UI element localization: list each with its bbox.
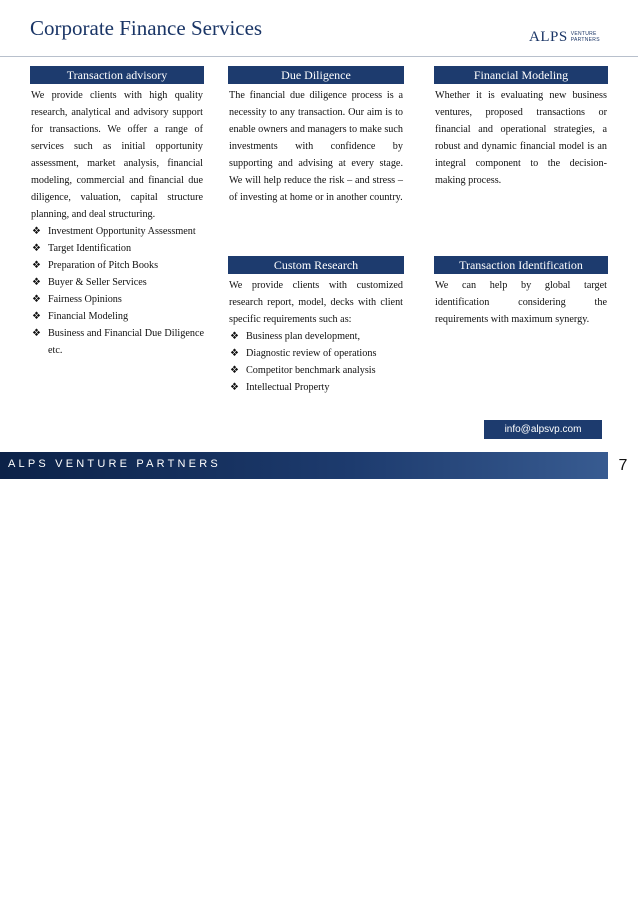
footer-company-name: ALPS VENTURE PARTNERS	[8, 458, 221, 470]
company-logo	[529, 26, 600, 48]
title-divider	[0, 56, 638, 57]
custom-research-section	[228, 256, 404, 396]
diamond-bullet-icon: ❖	[32, 311, 41, 322]
list-item: ❖ Fairness Opinions	[30, 291, 204, 308]
diamond-bullet-icon: ❖	[230, 365, 239, 376]
financial-modeling-header: Financial Modeling	[434, 66, 608, 84]
custom-research-text: We provide clients with customized research report, model, decks with client specific requirements such as:	[229, 280, 403, 325]
logo-sub-line1: VENTURE	[570, 31, 597, 37]
footer-bar	[0, 452, 638, 921]
list-item: ❖ Target Identification	[30, 240, 204, 257]
list-item: ❖ Business plan development,	[228, 328, 404, 345]
page-number: 7	[608, 452, 638, 479]
custom-research-header: Custom Research	[228, 256, 404, 274]
list-item: ❖ Intellectual Property	[228, 379, 404, 396]
transaction-advisory-bullets	[30, 223, 204, 359]
logo-sub-line2: PARTNERS	[570, 37, 600, 43]
due-diligence-header: Due Diligence	[228, 66, 404, 84]
transaction-advisory-text: We provide clients with high quality research, analytical and advisory support for transactions. We offer a range of services such as initial opportunity assessment, market analysis, financial modeling, commercial and financial due diligence, valuation, capital structure planning, and deal structuring.	[31, 90, 203, 220]
diamond-bullet-icon: ❖	[32, 328, 41, 339]
diamond-bullet-icon: ❖	[32, 243, 41, 254]
transaction-identification-section	[434, 256, 608, 328]
list-item: ❖ Diagnostic review of operations	[228, 345, 404, 362]
list-item: ❖ Buyer & Seller Services	[30, 274, 204, 291]
due-diligence-section	[228, 66, 404, 206]
diamond-bullet-icon: ❖	[32, 260, 41, 271]
transaction-identification-text: We can help by global target identification considering the requirements with maximum synergy.	[435, 280, 607, 325]
financial-modeling-text: Whether it is evaluating new business ventures, proposed transactions or financial and operational strategies, a robust and dynamic financial model is an integral component to the decision-making process.	[435, 90, 607, 186]
diamond-bullet-icon: ❖	[230, 348, 239, 359]
custom-research-bullets	[228, 328, 404, 396]
diamond-bullet-icon: ❖	[32, 277, 41, 288]
list-item: ❖ Business and Financial Due Diligence etc.	[30, 325, 204, 359]
transaction-advisory-header: Transaction advisory	[30, 66, 204, 84]
diamond-bullet-icon: ❖	[230, 331, 239, 342]
transaction-advisory-section	[30, 66, 204, 359]
logo-main-text: ALPS	[529, 28, 568, 45]
list-item: ❖ Financial Modeling	[30, 308, 204, 325]
due-diligence-text: The financial due diligence process is a necessity to any transaction. Our aim is to enable owners and managers to make such investments with confidence by supporting and advising at every stage. We will help reduce the risk – and stress – of investing at home or in another country.	[229, 90, 403, 203]
page-label: page	[583, 912, 601, 921]
diamond-bullet-icon: ❖	[32, 226, 41, 237]
logo-subtext	[571, 31, 600, 43]
diamond-bullet-icon: ❖	[32, 294, 41, 305]
list-item: ❖ Investment Opportunity Assessment	[30, 223, 204, 240]
list-item: ❖ Competitor benchmark analysis	[228, 362, 404, 379]
page-title: Corporate Finance Services	[30, 16, 263, 40]
list-item: ❖ Preparation of Pitch Books	[30, 257, 204, 274]
transaction-identification-header: Transaction Identification	[434, 256, 608, 274]
diamond-bullet-icon: ❖	[230, 382, 239, 393]
financial-modeling-section	[434, 66, 608, 189]
email-link[interactable]: info@alpsvp.com	[484, 420, 602, 439]
